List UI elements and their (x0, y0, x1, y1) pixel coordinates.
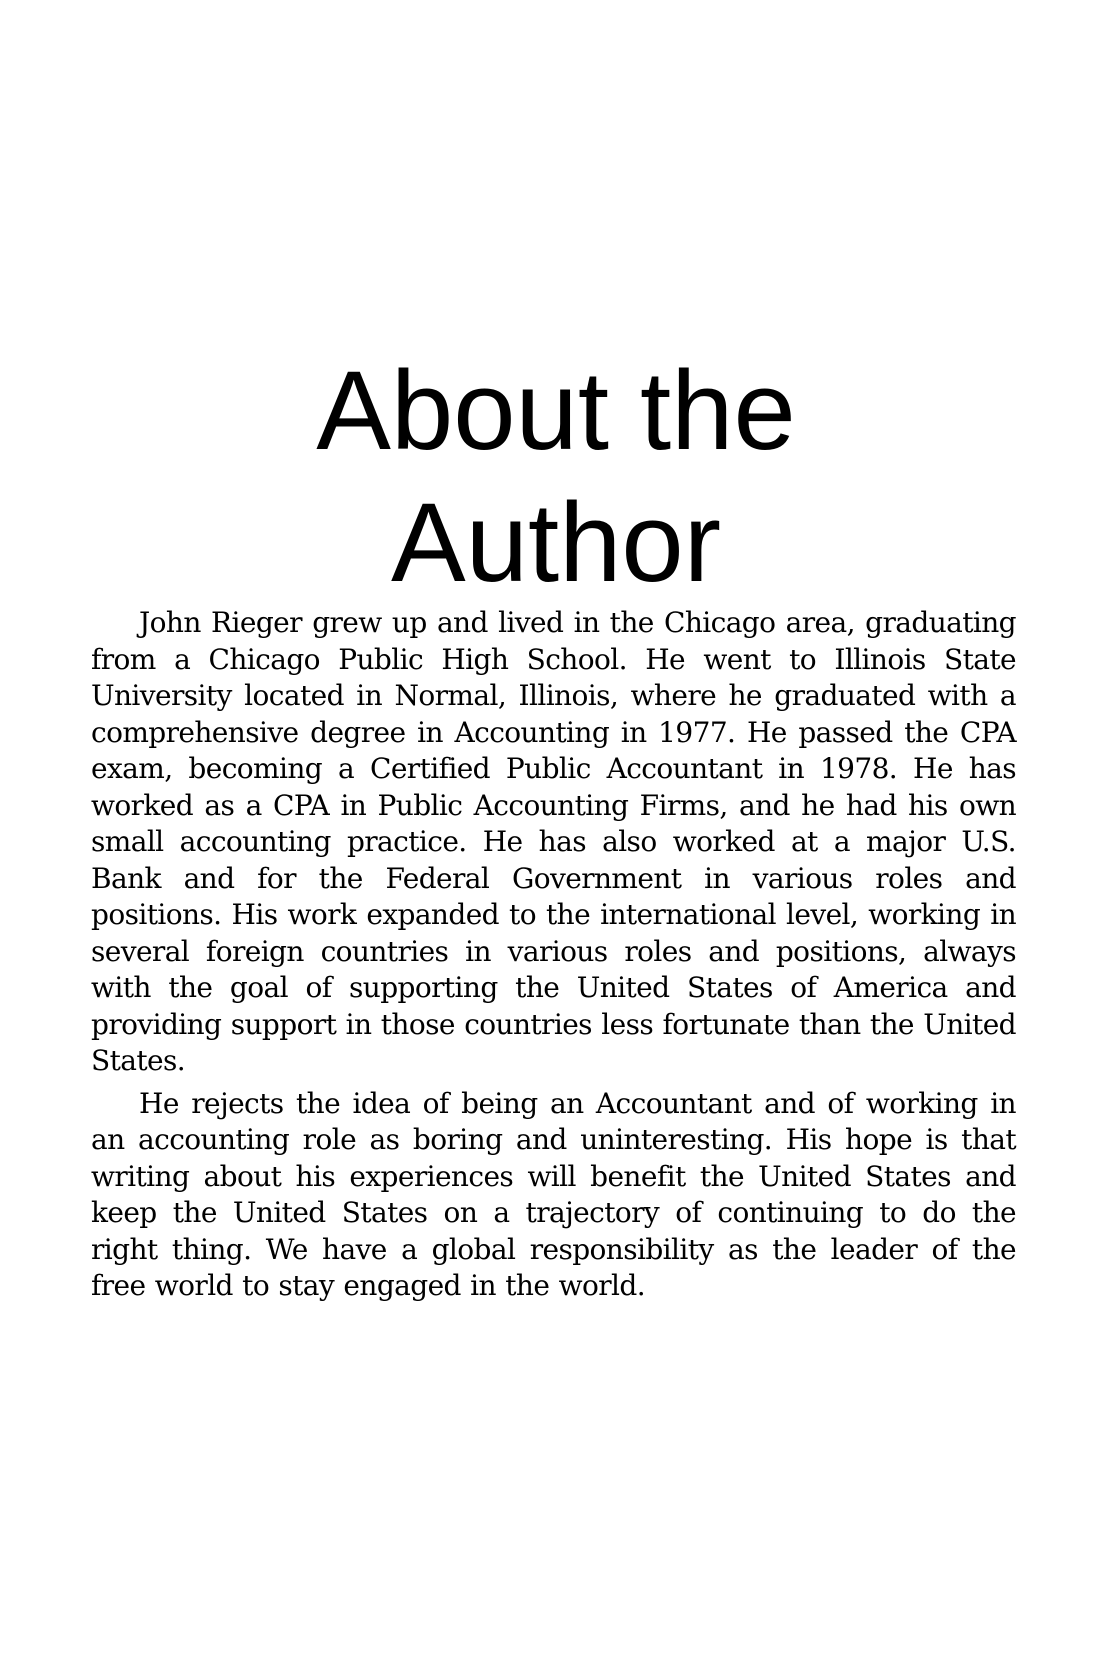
author-bio (91, 605, 1016, 1311)
page-title-line-1: About the (316, 348, 796, 473)
page-title-line-2: Author (391, 480, 721, 605)
bio-paragraph-1: John Rieger grew up and lived in the Chicago area, graduating from a Chicago Public High School. He went to Illinois State University located in Normal, Illinois, where he graduated with a comprehensive degree in Accounting in 1977. He passed the CPA exam, becoming a Certified Public Accountant in 1978. He has worked as a CPA in Public Accounting Firms, and he had his own small accounting practice. He has also worked at a major U.S. Bank and for the Federal Government in various roles and positions. His work expanded to the international level, working in several foreign countries in various roles and positions, always with the goal of supporting the United States of America and providing support in those countries less fortunate than the United States. (91, 606, 1016, 1077)
page-title (0, 345, 1112, 609)
bio-paragraph-2: He rejects the idea of being an Accountant and of working in an accounting role as boring and uninteresting. His hope is that writing about his experiences will benefit the United States and keep the United States on a trajectory of continuing to do the right thing. We have a global responsibility as the leader of the free world to stay engaged in the world. (91, 1086, 1016, 1302)
